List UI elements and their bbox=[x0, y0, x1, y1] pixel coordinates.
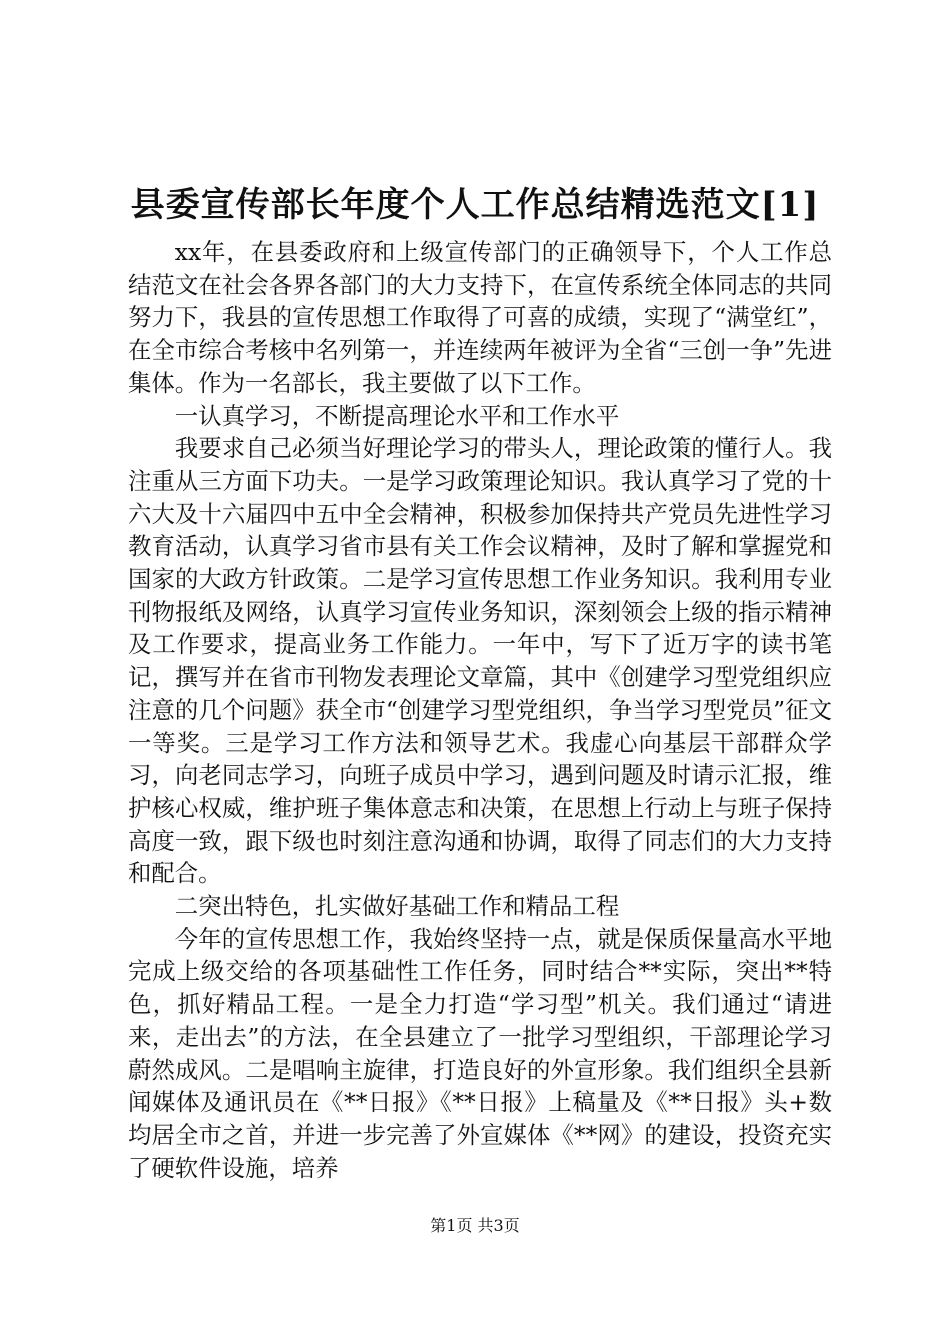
section-heading-2: 二突出特色，扎实做好基础工作和精品工程 bbox=[174, 892, 620, 921]
paragraph-study: 我要求自己必须当好理论学习的带头人，理论政策的懂行人。我注重从三方面下功夫。一是学习政策理论知识。我认真学习了党的十六大及十六届四中五中全会精神，积极参加保持共产党员先进性学习教育活动，认真学习省市县有关工作会议精神，及时了解和掌握党和国家的大政方针政策。二是学习宣传思想工作业务知识。我利用专业刊物报纸及网络，认真学习宣传业务知识，深刻领会上级的指示精神及工作要求，提高业务工作能力。一年中，写下了近万字的读书笔记，撰写并在省市刊物发表理论文章篇，其中《创建学习型党组织应注意的几个问题》获全市“创建学习型党组织，争当学习型党员”征文一等奖。三是学习工作方法和领导艺术。我虚心向基层干部群众学习，向老同志学习，向班子成员中学习，遇到问题及时请示汇报，维护核心权威，维护班子集体意志和决策，在思想上行动上与班子保持高度一致，跟下级也时刻注意沟通和协调，取得了同志们的大力支持和配合。 bbox=[128, 434, 832, 888]
page-number: 第1页 共3页 bbox=[430, 1216, 520, 1235]
document-body bbox=[128, 236, 832, 1184]
paragraph-intro: xx年，在县委政府和上级宣传部门的正确领导下，个人工作总结范文在社会各界各部门的大力支持下，在宣传系统全体同志的共同努力下，我县的宣传思想工作取得了可喜的成绩，实现了“满堂红”，在全市综合考核中名列第一，并连续两年被评为全省“三创一争”先进集体。作为一名部长，我主要做了以下工作。 bbox=[128, 238, 832, 397]
document-title: 县委宣传部长年度个人工作总结精选范文[1] bbox=[130, 185, 820, 225]
paragraph-features: 今年的宣传思想工作，我始终坚持一点，就是保质保量高水平地完成上级交给的各项基础性工作任务，同时结合**实际，突出**特色，抓好精品工程。一是全力打造“学习型”机关。我们通过“请进来，走出去”的方法，在全县建立了一批学习型组织，干部理论学习蔚然成风。二是唱响主旋律，打造良好的外宣形象。我们组织全县新闻媒体及通讯员在《**日报》《**日报》上稿量及《**日报》头+数均居全市之首，并进一步完善了外宣媒体《**网》的建设，投资充实了硬软件设施，培养 bbox=[128, 924, 832, 1182]
section-heading-1: 一认真学习，不断提高理论水平和工作水平 bbox=[174, 401, 620, 430]
